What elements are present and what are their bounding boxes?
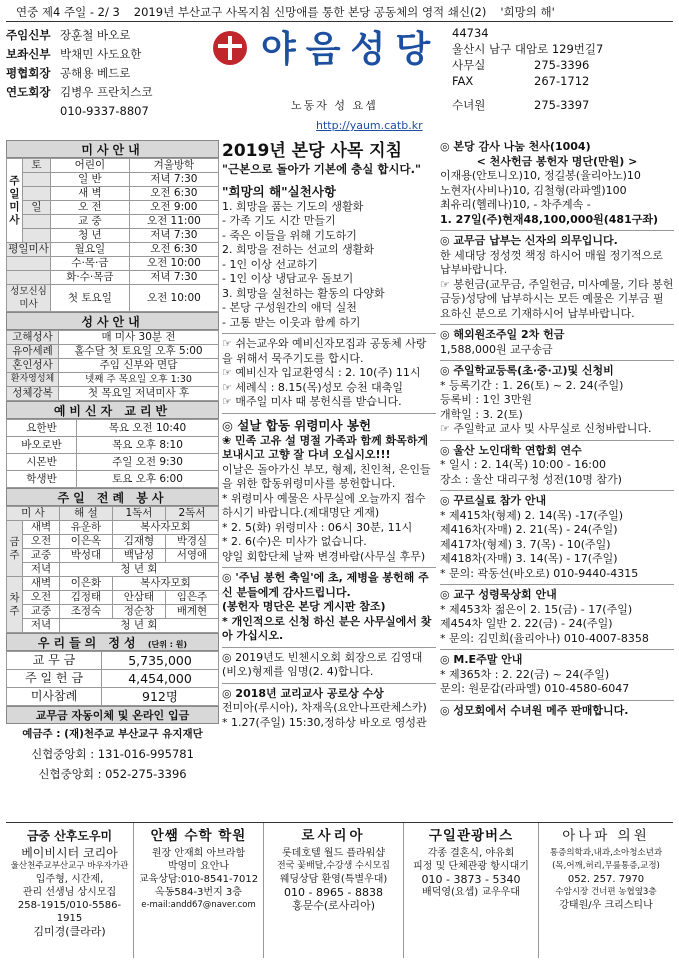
hope-item: - 가족 기도 시간 만들기 [222, 214, 336, 227]
service-cell: 오전 [23, 535, 60, 549]
staff-list [6, 25, 206, 120]
ad-line: 010 - 8965 - 8838 [284, 886, 383, 899]
weekday-time: 오전 6:30 [129, 243, 218, 257]
ad-title: 로사리아 [301, 828, 366, 844]
mass-time: 저녁 7:30 [129, 173, 218, 187]
service-cell: 백남성 [112, 549, 165, 563]
senior-item: 장소 : 울산 대리구청 성전(10명 참가) [440, 472, 622, 486]
mass-day: 토 [23, 159, 51, 173]
service-title: 주일 전례 봉사 [6, 488, 219, 506]
ad-line: 교육상담:010-8541-7012 [138, 874, 259, 885]
award-body: 전미아(루시아), 차재옥(요안나프란체스카) [222, 701, 427, 714]
class-value: 목요 오전 10:40 [77, 420, 219, 437]
mass-who: 어린이 [51, 159, 130, 173]
contact-value: 267-1712 [534, 74, 590, 88]
offering-key: 교 무 금 [7, 652, 102, 670]
service-cell: 저녁 [23, 563, 60, 577]
donation-names: 노현자(사비나)10, 김철형(라파엘)100 [440, 183, 627, 197]
notice: ☞ 매주일 미사 때 봉헌식를 받습니다. [222, 395, 402, 408]
sacrament-table [6, 330, 219, 401]
offering-title [6, 633, 219, 651]
bank-account: 신협중앙회 : 131-016-995781 [31, 747, 194, 761]
service-head: 2독서 [165, 507, 218, 521]
retreat-title: ◎ 교구 성령묵상회 안내 [440, 588, 557, 601]
staff-role: 주임신부 [6, 27, 51, 42]
middle-column [222, 140, 436, 825]
service-cell: 박성대 [59, 549, 112, 563]
staff-role: 보좌신부 [6, 46, 51, 61]
mission-body: 1,588,000원 교구송금 [440, 342, 553, 356]
weekday-day: 화·수·목금 [51, 271, 130, 285]
ad-box [539, 823, 673, 958]
staff-name: 공해용 베드로 [60, 65, 131, 80]
offering-value: 4,454,000 [102, 670, 219, 688]
me-item: 문의: 원문갑(라파엘) 010-4580-6047 [440, 682, 630, 695]
service-cell: 김재형 [112, 535, 165, 549]
mass-time: 오전 11:00 [129, 215, 218, 229]
mass-table [6, 158, 219, 312]
sister-notice: ◎ 성모회에서 수녀원 메주 판매합니다. [440, 703, 629, 717]
tithe-body: 한 세대당 정성껏 책정 하시어 매월 정기적으로 납부바랍니다. [440, 248, 663, 276]
sacrament-value: 넷째 주 목요일 오후 1:30 [59, 373, 219, 387]
class-value: 목요 오후 8:10 [77, 437, 219, 454]
service-cell: 서영애 [165, 549, 218, 563]
left-column [6, 140, 219, 825]
service-cell: 새벽 [23, 521, 60, 535]
award-title: ◎ 2018년 교리교사 공로상 수상 [222, 686, 384, 700]
church-name: 야음성당 [261, 29, 441, 70]
sunday-school-title: ◎ 주일학교등록(초·중·고)및 신청비 [440, 364, 614, 377]
hope-item: - 본당 구성원간의 애덕 실천 [222, 301, 357, 314]
ad-line: 원장 안재희 아브라함 [151, 848, 246, 859]
catechumen-title: 예비신자 교리반 [6, 401, 219, 419]
sacrament-key: 유아세례 [7, 345, 59, 359]
mass-who: 일 반 [51, 173, 130, 187]
ad-box [264, 823, 404, 958]
bank-account: 신협중앙회 : 052-275-3396 [38, 767, 187, 781]
weekday-label: 평일미사 [8, 243, 49, 255]
service-table [6, 506, 219, 633]
contact-value: 275-3396 [534, 58, 590, 72]
ssv-notice: ◎ 2019년도 빈첸시오회 회장으로 김영대(비오)형제를 임명(2. 4)합니다. [222, 650, 423, 678]
service-head: 1독서 [112, 507, 165, 521]
hope-item: 1. 희망을 품는 기도의 생활화 [222, 199, 364, 213]
hope-item: - 1인 이상 냉담교우 돌보기 [222, 272, 354, 285]
ad-line: 010 - 3873 - 5340 [421, 873, 521, 886]
class-key: 요한반 [7, 420, 77, 437]
cursillo-item: * 문의: 곽동선(바오로) 010-9440-4315 [440, 566, 639, 580]
mass-who: 새 벽 [51, 187, 130, 201]
mass-day: 일 [23, 201, 51, 215]
contact-label: 44734 [452, 26, 489, 40]
staff-name: 장훈철 바오로 [60, 27, 131, 42]
ad-line: 통증의학과,내과,소아청소년과 [549, 848, 663, 858]
church-url[interactable]: http://yaum.catb.kr [316, 119, 423, 132]
tithe-note: ☞ 봉헌금(교무금, 주일헌금, 미사예물, 기타 봉헌금등)성당에 납부하시는 모든 예물은 기부금 필요하신 분으로 기재하시어 납부바랍니다. [440, 277, 674, 320]
service-head: 미 사 [7, 507, 60, 521]
weekday-time: 저녁 7:30 [129, 271, 218, 285]
service-cell: 김정태 [59, 591, 112, 605]
class-key: 학생반 [7, 471, 77, 488]
me-item: * 제365차 : 2. 22(금) ~ 24(주일) [440, 667, 610, 681]
staff-name: 박채민 사도요한 [60, 46, 142, 61]
candle-body: * 개인적으로 신청 하신 분은 사무실에서 찾아 가십시오. [222, 614, 432, 642]
ad-title: 금중 산후도우미 [26, 829, 113, 843]
sacrament-key: 고해성사 [7, 331, 59, 345]
lunar-body: 이날은 돌아가신 부모, 형제, 친인척, 은인들을 위한 합동위령미사를 봉헌합니다. [222, 462, 431, 490]
me-title: ◎ M.E주말 안내 [440, 653, 523, 666]
service-cell: 교중 [23, 605, 60, 619]
lunar-item: * 위령미사 예물은 사무실에 오늘까지 접수하시기 바랍니다.(제대명단 게재) [222, 491, 426, 519]
sunday-school-item: 등록비 : 1인 3만원 [440, 393, 532, 406]
lunar-item: 양일 회합단체 날짜 변경바람(사무실 후무) [222, 549, 426, 563]
right-column [440, 140, 674, 825]
class-value: 토요 오후 6:00 [77, 471, 219, 488]
mass-time: 오전 6:30 [129, 187, 218, 201]
service-group: 차 주 [7, 577, 23, 633]
hope-item: - 1인 이상 선교하기 [222, 257, 318, 271]
sacrament-value: 주임 신부와 면담 [59, 359, 219, 373]
mass-title: 미사안내 [6, 140, 219, 158]
retreat-item: * 문의: 김민희(율리아나) 010-4007-8358 [440, 631, 649, 645]
contact-label: 수녀원 [452, 98, 486, 112]
ad-box [404, 823, 539, 958]
donation-names: 최유리(헬레나)10, - 차주계속 - [440, 198, 591, 211]
candle-title: ◎ '주님 봉헌 축일'에 초, 제병을 봉헌해 주신 분들에게 감사드립니다. [222, 571, 429, 599]
ad-line: 김미경(클라라) [33, 925, 106, 938]
offering-value: 5,735,000 [102, 652, 219, 670]
mass-who: 교 중 [51, 215, 130, 229]
class-value: 주일 오전 9:30 [77, 454, 219, 471]
service-cell: 이은화 [59, 577, 112, 591]
weekday-day: 첫 토요일 [51, 285, 130, 312]
service-cell: 임은주 [165, 591, 218, 605]
service-cell: 새벽 [23, 577, 60, 591]
ad-line: 베이비시터 코리아 [21, 846, 118, 860]
sunday-school-item: ☞ 주일학교 교사 및 사무실로 신청바랍니다. [440, 422, 652, 435]
hope-title: "희망의 해"실천사항 [222, 183, 336, 199]
bank-title: 교무금 자동이체 및 온라인 입금 [6, 706, 219, 724]
offering-table [6, 651, 219, 706]
senior-title: ◎ 울산 노인대학 연합회 연수 [440, 443, 582, 457]
guide-title: 2019년 본당 사목 지침 [222, 141, 403, 161]
weekday-day: 수·목·금 [51, 257, 130, 271]
tithe-title: ◎ 교무금 납부는 신자의 의무입니다. [440, 234, 618, 247]
lunar-subtitle: ❀ 민족 고유 설 명절 가족과 함께 화목하게 보내시고 고향 잘 다녀 오십시오!!! [222, 433, 429, 461]
sacrament-title: 성사안내 [6, 312, 219, 330]
ad-line: (목,어깨,허리,무릎통증,교정) [552, 861, 660, 871]
sacrament-value: 홀수달 첫 토요일 오후 5:00 [59, 345, 219, 359]
ad-line: 홍문수(로사리아) [292, 899, 375, 912]
sacrament-key: 환자영성체 [7, 373, 59, 387]
hope-item: 3. 희망을 실천하는 활동의 다양화 [222, 286, 385, 300]
staff-name: 김병우 프란치스코 [60, 84, 153, 99]
service-group: 금 주 [7, 521, 23, 577]
weekday-time: 오전 10:00 [129, 285, 218, 312]
issue-label: 연중 제4 주일 - 2/ 3 [16, 5, 120, 19]
staff-phone: 010-9337-8807 [60, 103, 149, 118]
mass-side-label: 주일미사 [7, 159, 23, 243]
service-cell: 조정숙 [59, 605, 112, 619]
cursillo-item: * 제415차(형제) 2. 14(목) -17(주일) [440, 508, 624, 522]
weekday-time: 오전 10:00 [129, 257, 218, 271]
sacrament-key: 성체강복 [7, 387, 59, 401]
hope-item: - 죽은 이들을 위해 기도하기 [222, 228, 357, 242]
candle-subtitle: (봉헌자 명단은 본당 게시판 참조) [222, 600, 386, 613]
ad-line: 피정 및 단체관광 항시대기 [413, 861, 529, 872]
church-subtitle: 노동자 성 요셉 [291, 99, 378, 112]
sacrament-value: 매 미사 30분 전 [59, 331, 219, 345]
ad-line: 수암시장 건너편 농협옆3층 [555, 887, 657, 897]
header [6, 25, 673, 140]
contact-label: FAX [452, 74, 474, 88]
weekday-label: 성모신심미사 [7, 285, 51, 312]
ad-title: 구일관광버스 [428, 828, 514, 844]
ad-box [134, 823, 264, 958]
sunday-school-item: * 등록기간 : 1. 26(토) ~ 2. 24(주일) [440, 378, 624, 392]
top-banner [6, 2, 673, 22]
service-cell: 복사자모회 [112, 521, 218, 535]
ad-line: 배덕영(요셉) 교우우대 [422, 887, 520, 898]
theme-label: 2019년 부산교구 사목지침 신망애를 통한 본당 공동체의 영적 쇄신(2) [133, 5, 487, 19]
cursillo-item: 제418차(자매) 3. 14(목) - 17(주일) [440, 552, 618, 565]
ad-line: 옥동584-3번지 3층 [155, 887, 242, 898]
ad-line: 입주형, 시간제, [35, 874, 104, 885]
year-title: '희망의 해' [500, 5, 555, 19]
contact-list [452, 25, 673, 113]
service-cell: 오전 [23, 591, 60, 605]
cross-icon [213, 31, 247, 65]
senior-item: * 일시 : 2. 14(목) 10:00 - 16:00 [440, 458, 607, 471]
donation-subtitle: < 천사헌금 봉헌자 명단(만원) > [476, 154, 638, 168]
ad-line: 관리 선생님 상시모집 [22, 887, 117, 898]
weekday-day: 월요일 [51, 243, 130, 257]
contact-address: 울산시 남구 대암로 129번길7 [452, 42, 604, 56]
mass-time: 겨울방학 [129, 159, 218, 173]
service-cell: 정순창 [112, 605, 165, 619]
notice: ☞ 쉬는교우와 예비신자모집과 공동체 사랑을 위해서 묵주기도를 합시다. [222, 337, 427, 365]
notice: ☞ 예비신자 입교환영식 : 2. 10(주) 11시 [222, 366, 421, 379]
staff-role: 연도회장 [6, 84, 51, 99]
offering-title-text: 우리들의 정성 [37, 636, 140, 650]
service-cell: 이은옥 [59, 535, 112, 549]
service-head: 해 설 [59, 507, 112, 521]
lunar-item: * 2. 6(수)은 미사가 없습니다. [222, 535, 367, 548]
sacrament-key: 혼인성사 [7, 359, 59, 373]
catechumen-table [6, 419, 219, 488]
retreat-item: 제454차 일반 2. 22(금) - 24(주일) [440, 617, 613, 630]
ad-line: 전국 꽃배달,수강생 수시모집 [277, 861, 390, 871]
donation-title: ◎ 본당 감사 나눔 천사(1004) [440, 140, 591, 153]
church-logo [211, 27, 451, 87]
ad-title: 안쌤 수학 학원 [150, 828, 247, 844]
ad-box [6, 823, 134, 958]
cursillo-title: ◎ 꾸르실료 참가 안내 [440, 494, 547, 507]
ad-line: 강태원/우 크리스티나 [559, 900, 653, 911]
mass-who: 오 전 [51, 201, 130, 215]
service-cell: 저녁 [23, 619, 60, 633]
ad-strip [6, 822, 673, 958]
service-cell: 유운하 [59, 521, 112, 535]
ad-line: 울산천주교부산교구 바우자가관 [10, 861, 129, 871]
bank-holder: 예금주 : (재)천주교 부산교구 유지재단 [22, 728, 203, 740]
mass-who: 청 년 [51, 229, 130, 243]
ad-line: 롯데호텔 월드 플라워샵 [282, 848, 385, 859]
ad-line: 박영미 요안나 [167, 861, 230, 872]
class-key: 시몬반 [7, 454, 77, 471]
hope-item: 2. 희망을 전하는 선교의 생활화 [222, 243, 374, 256]
contact-value: 275-3397 [534, 98, 590, 112]
service-cell: 교중 [23, 549, 60, 563]
service-cell: 배계현 [165, 605, 218, 619]
award-note: * 1.27(주일) 15:30,정하상 바오로 영성관 [222, 715, 427, 729]
staff-role: 평협회장 [6, 65, 51, 80]
service-cell: 청 년 회 [59, 619, 218, 633]
notice: ☞ 세례식 : 8.15(목)성모 승천 대축일 [222, 380, 404, 394]
hope-item: - 고통 받는 이웃과 함께 하기 [222, 315, 361, 329]
cursillo-item: 제417차(형제) 3. 7(목) - 10(주일) [440, 537, 611, 551]
ad-line: e-mail:andd67@naver.com [141, 900, 256, 910]
class-key: 바오로반 [7, 437, 77, 454]
mass-time: 오전 9:00 [129, 201, 218, 215]
retreat-item: * 제453차 젊은이 2. 15(금) - 17(주일) [440, 602, 633, 616]
ad-line: 각종 결혼식, 야유회 [427, 848, 515, 859]
service-cell: 안삼태 [112, 591, 165, 605]
lunar-item: * 2. 5(화) 위령미사 : 06시 30분, 11시 [222, 520, 413, 534]
donation-total: 1. 27일(주)현재48,100,000원(481구좌) [440, 212, 659, 226]
guide-subtitle: "근본으로 돌아가 기본에 충실 합시다." [222, 162, 421, 176]
cursillo-item: 제416차(자매) 2. 21(목) - 24(주일) [440, 523, 618, 536]
offering-value: 912명 [102, 688, 219, 706]
ad-line: 052. 257. 7970 [567, 874, 645, 885]
offering-key: 주 일 헌 금 [7, 670, 102, 688]
ad-line: 웨딩상담 환영(특별우대) [279, 874, 388, 885]
service-cell: 복사자모회 [112, 577, 218, 591]
contact-label: 사무실 [452, 58, 486, 72]
sunday-school-item: 개학일 : 3. 2(토) [440, 407, 523, 421]
offering-unit: (단위 : 원) [147, 640, 188, 649]
mass-time: 저녁 7:30 [129, 229, 218, 243]
ad-line: 258-1915/010-5586-1915 [17, 900, 122, 924]
donation-names: 이재용(안토니오)10, 정길봉(율리아노)10 [440, 169, 641, 182]
sacrament-value: 첫 목요일 저녁미사 후 [59, 387, 219, 401]
ad-title: 아나파 의원 [562, 828, 650, 844]
service-cell: 박경실 [165, 535, 218, 549]
service-cell: 청 년 회 [59, 563, 218, 577]
mission-title: ◎ 해외원조주일 2차 헌금 [440, 328, 565, 341]
offering-key: 미사참례 [7, 688, 102, 706]
lunar-title: ◎ 설날 합동 위령미사 봉헌 [222, 417, 372, 433]
